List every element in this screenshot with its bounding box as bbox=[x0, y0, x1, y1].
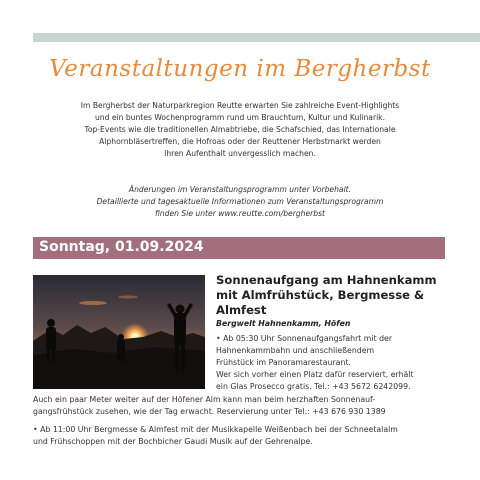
day-label: Sonntag, 01.09.2024 bbox=[39, 239, 204, 255]
event-description-line: Frühstück im Panoramarestaurant. bbox=[216, 358, 351, 367]
event-description bbox=[216, 333, 446, 393]
page-title: Veranstaltungen im Bergherbst bbox=[49, 56, 431, 82]
event-description-line: ein Glas Prosecco gratis. Tel.: +43 5672 6242099. bbox=[216, 382, 411, 391]
intro-line: Top-Events wie die traditionellen Almabtriebe, die Schafschied, das Internationale bbox=[84, 125, 396, 134]
intro-text bbox=[45, 100, 435, 160]
event-description-line: Wer sich vorher einen Platz dafür reserviert, erhält bbox=[216, 370, 414, 379]
notice-line: Änderungen im Veranstaltungsprogramm unter Vorbehalt. bbox=[128, 185, 352, 194]
sunrise-photo-illustration bbox=[33, 275, 205, 389]
event-breakfast-line: gangsfrühstück zusehen, wie der Tag erwacht. Reservierung unter Tel.: +43 676 930 1389 bbox=[33, 407, 386, 416]
event-description-line: • Ab 05:30 Uhr Sonnenaufgangsfahrt mit der bbox=[216, 334, 393, 343]
day-header-bar bbox=[33, 237, 445, 259]
event-breakfast-text bbox=[33, 394, 447, 418]
event-title-line: mit Almfrühstück, Bergmesse & bbox=[216, 288, 425, 302]
event-title bbox=[216, 273, 446, 318]
top-decorative-bar bbox=[33, 33, 480, 42]
intro-line: Im Bergherbst der Naturparkregion Reutte erwarten Sie zahlreiche Event-Highlights bbox=[80, 101, 400, 110]
notice-text bbox=[45, 184, 435, 220]
intro-line: und ein buntes Wochenprogramm rund um Brauchtum, Kultur und Kulinarik. bbox=[94, 113, 385, 122]
event-mass-text bbox=[33, 424, 447, 448]
intro-line: Alphornbläsertreffen, die Hofroas oder der Reuttener Herbstmarkt werden bbox=[99, 137, 381, 146]
event-location: Bergwelt Hahnenkamm, Höfen bbox=[216, 319, 351, 328]
event-title-line: Almfest bbox=[216, 303, 267, 317]
event-breakfast-line: Auch ein paar Meter weiter auf der Höfener Alm kann man beim herzhaften Sonnenauf- bbox=[33, 395, 376, 404]
notice-line: finden Sie unter www.reutte.com/bergherbst bbox=[154, 209, 326, 218]
event-mass-line: • Ab 11:00 Uhr Bergmesse & Almfest mit der Musikkapelle Weißenbach bei der Schneetalalm bbox=[33, 425, 398, 434]
intro-line: Ihren Aufenthalt unvergesslich machen. bbox=[164, 149, 316, 158]
event-mass-line: und Frühschoppen mit der Bochbicher Gaudi Musik auf der Gehrenalpe. bbox=[33, 437, 313, 446]
notice-line: Detaillierte und tagesaktuelle Informationen zum Veranstaltungsprogramm bbox=[96, 197, 384, 206]
event-description-line: Hahnenkammbahn und anschließendem bbox=[216, 346, 375, 355]
event-title-line: Sonnenaufgang am Hahnenkamm bbox=[216, 273, 437, 287]
sunrise-photo bbox=[33, 275, 205, 389]
